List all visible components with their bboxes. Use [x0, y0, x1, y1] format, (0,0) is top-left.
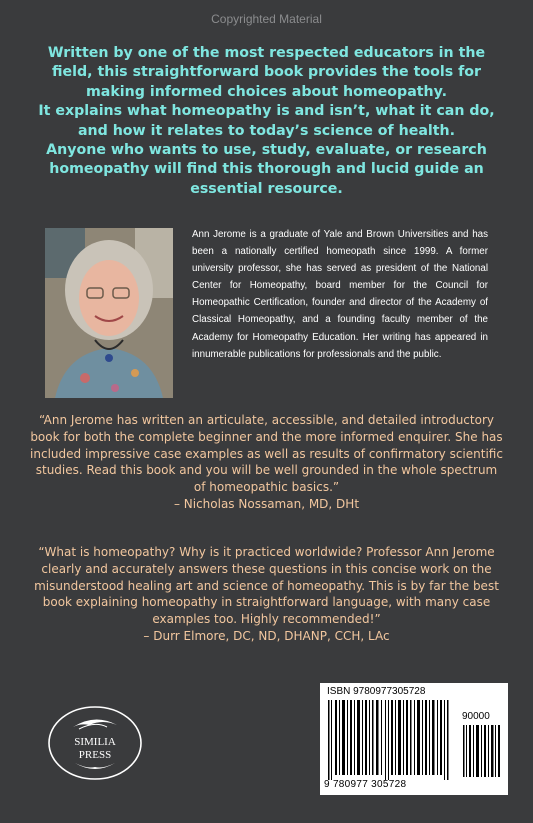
- barcode-bars: [326, 700, 454, 780]
- price-code: 90000: [462, 711, 490, 722]
- blurb-paragraph-1: Written by one of the most respected educators in the field, this straightforward book provides the tools for making informed choices about homeopathy.: [47, 45, 486, 100]
- endorsement-quote-2: [30, 544, 503, 645]
- quote-2-attribution: – Durr Elmore, DC, ND, DHANP, CCH, LAc: [143, 628, 390, 643]
- barcode-digits: 9 780977 305728: [324, 779, 407, 790]
- isbn-barcode: [320, 683, 508, 795]
- quote-2-text: “What is homeopathy? Why is it practiced worldwide? Professor Ann Jerome clearly and accurately answers these questions in this concise work on the misunderstood healing art and science of homeopathy. This is by far the best book explaining homeopathy in straightforward language, with many case examples too. Highly recommended!”: [34, 545, 499, 627]
- blurb-paragraph-3: Anyone who wants to use, study, evaluate, or research homeopathy will find this thorough and lucid guide an essential resource.: [46, 142, 487, 197]
- author-photo: [45, 228, 173, 398]
- isbn-label: ISBN 9780977305728: [327, 686, 426, 697]
- copyright-watermark: Copyrighted Material: [211, 12, 322, 26]
- publisher-name-line-2: PRESS: [78, 749, 112, 761]
- quote-1-attribution: – Nicholas Nossaman, MD, DHt: [173, 496, 360, 511]
- cover-blurb: [30, 44, 503, 199]
- publisher-name-line-1: SIMILIA: [74, 736, 116, 748]
- price-barcode: [462, 725, 502, 777]
- endorsement-quote-1: [30, 412, 503, 513]
- blurb-paragraph-2: It explains what homeopathy is and isn’t, what it can do, and how it relates to today’s science of health.: [38, 103, 495, 139]
- author-bio: Ann Jerome is a graduate of Yale and Brown Universities and has been a nationally certified homeopath since 1999. A former university professor, she has served as president of the National Center for Homeopathy, board member for the Council for Homeopathic Certification, founder and director of the Academy of Classical Homeopathy, and a founding faculty member of the Academy for Homeopathy Education. Her writing has appeared in innumerable publications for professionals and the public.: [192, 229, 488, 360]
- publisher-logo: [45, 703, 145, 783]
- quote-1-text: “Ann Jerome has written an articulate, accessible, and detailed introductory book for both the complete beginner and the more informed enquirer. She has included impressive case examples as well as results of confirmatory scientific studies. Read this book and you will be well grounded in the whole spectrum of homeopathic basics.”: [30, 413, 503, 495]
